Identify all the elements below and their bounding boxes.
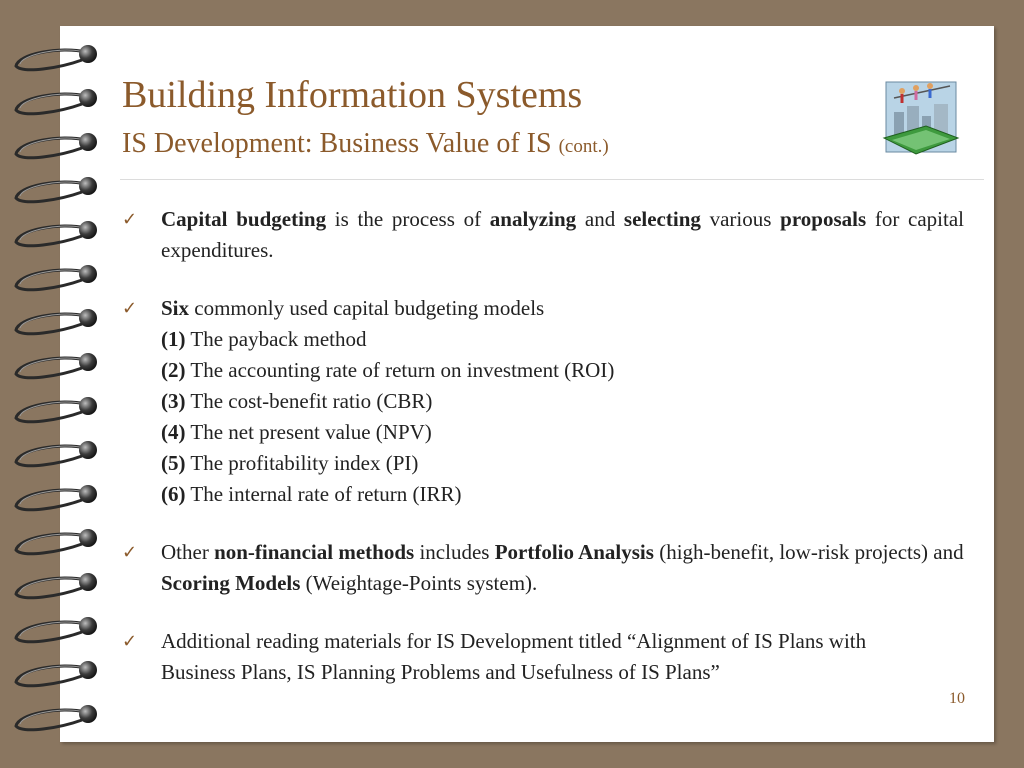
text: Other xyxy=(161,540,215,564)
spiral-wire xyxy=(16,622,86,642)
model-text: The profitability index (PI) xyxy=(185,451,419,475)
ring-hole xyxy=(79,177,97,195)
spiral-wire xyxy=(16,666,86,686)
check-mark-icon: ✓ xyxy=(122,542,138,563)
text: and xyxy=(576,207,624,231)
ring-hole xyxy=(79,45,97,63)
model-text: The accounting rate of return on investment (ROI) xyxy=(185,358,615,382)
spiral-wire xyxy=(16,490,86,510)
bullet-capital-budgeting xyxy=(120,204,964,266)
ring-hole xyxy=(79,221,97,239)
text: (Weightage-Points system). xyxy=(300,571,538,595)
slide-body xyxy=(120,204,964,715)
term-portfolio-analysis: Portfolio Analysis xyxy=(494,540,654,564)
model-number: (2) xyxy=(161,358,186,382)
ring-hole xyxy=(79,661,97,679)
model-item xyxy=(161,386,964,417)
ring-hole xyxy=(79,353,97,371)
spiral-wire xyxy=(16,50,86,70)
term-non-financial-methods: non-financial methods xyxy=(214,540,415,564)
ring-hole xyxy=(79,529,97,547)
page-number: 10 xyxy=(949,690,965,707)
model-item xyxy=(161,479,964,510)
term-capital-budgeting: Capital budgeting xyxy=(161,207,327,231)
bullet-additional-reading xyxy=(120,626,964,688)
model-item xyxy=(161,324,964,355)
text: includes xyxy=(414,540,495,564)
text: commonly used capital budgeting models xyxy=(189,296,545,320)
term-analyzing: analyzing xyxy=(489,207,577,231)
ring-hole xyxy=(79,265,97,283)
title-divider xyxy=(120,179,984,180)
spiral-wire xyxy=(16,138,86,158)
model-item xyxy=(161,417,964,448)
reading-text: Additional reading materials for IS Development titled “Alignment of IS Plans with Business Plans, IS Planning Problems and Usefulness of IS Plans” xyxy=(161,629,867,684)
model-text: The cost-benefit ratio (CBR) xyxy=(185,389,433,413)
spiral-binding-icon xyxy=(0,0,120,768)
model-number: (3) xyxy=(161,389,186,413)
spiral-wire xyxy=(16,358,86,378)
ring-hole xyxy=(79,705,97,723)
spiral-wire xyxy=(16,402,86,422)
ring-hole xyxy=(79,441,97,459)
check-mark-icon: ✓ xyxy=(122,631,138,652)
term-selecting: selecting xyxy=(623,207,701,231)
term-six: Six xyxy=(161,296,190,320)
model-number: (6) xyxy=(161,482,186,506)
spiral-wire xyxy=(16,314,86,334)
model-number: (4) xyxy=(161,420,186,444)
ring-hole xyxy=(79,617,97,635)
spiral-wire xyxy=(16,226,86,246)
ring-hole xyxy=(79,309,97,327)
ring-hole xyxy=(79,133,97,151)
subtitle-text: IS Development: Business Value of IS xyxy=(122,128,552,159)
model-number: (1) xyxy=(161,327,186,351)
subtitle-cont: (cont.) xyxy=(558,136,609,157)
text: for capital expenditures. xyxy=(161,207,965,262)
ring-hole xyxy=(79,397,97,415)
term-proposals: proposals xyxy=(780,207,867,231)
model-text: The payback method xyxy=(185,327,367,351)
model-item xyxy=(161,355,964,386)
model-number: (5) xyxy=(161,451,186,475)
slide-subtitle xyxy=(122,130,609,158)
model-text: The net present value (NPV) xyxy=(185,420,432,444)
spiral-wire xyxy=(16,534,86,554)
text: is the process of xyxy=(326,207,490,231)
spiral-wire xyxy=(16,710,86,730)
model-text: The internal rate of return (IRR) xyxy=(185,482,462,506)
spiral-wire xyxy=(16,270,86,290)
spiral-wire xyxy=(16,578,86,598)
spiral-wire xyxy=(16,182,86,202)
check-mark-icon: ✓ xyxy=(122,298,138,319)
ring-hole xyxy=(79,573,97,591)
spiral-wire xyxy=(16,94,86,114)
term-scoring-models: Scoring Models xyxy=(161,571,301,595)
people-climbing-money-clipart-icon xyxy=(880,76,962,162)
check-mark-icon: ✓ xyxy=(122,209,138,230)
bullet-non-financial xyxy=(120,537,964,599)
slide-title: Building Information Systems xyxy=(122,74,583,116)
spiral-wire xyxy=(16,446,86,466)
text: (high-benefit, low-risk projects) and xyxy=(653,540,964,564)
models-lead xyxy=(161,293,964,324)
bullet-six-models xyxy=(120,293,964,510)
text: various xyxy=(700,207,781,231)
ring-hole xyxy=(79,89,97,107)
ring-hole xyxy=(79,485,97,503)
model-item xyxy=(161,448,964,479)
